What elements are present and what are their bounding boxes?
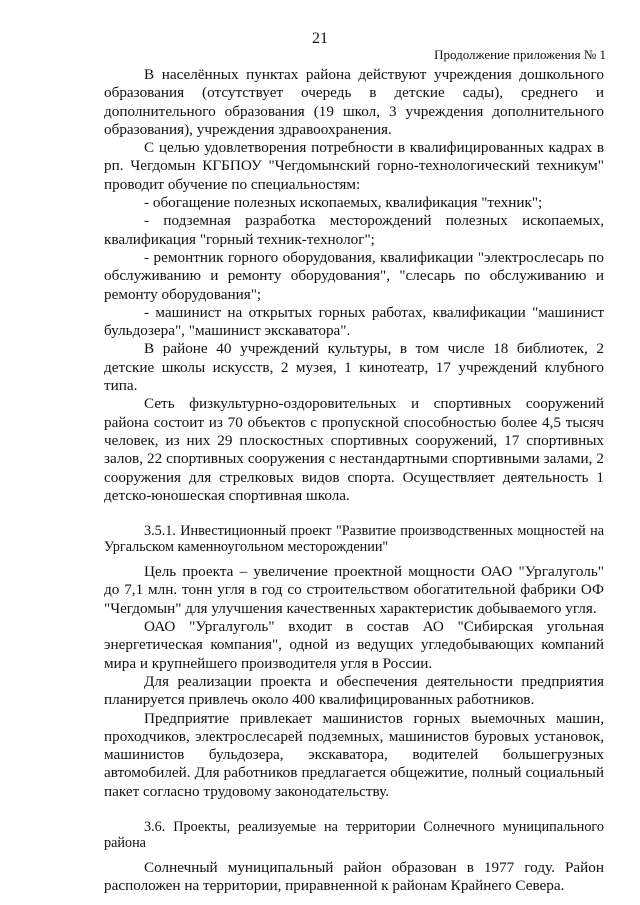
page-content: [104, 66, 604, 896]
paragraph-workforce: Для реализации проекта и обеспечения деятельности предприятия планируется привлечь около 400 квалифицированных работников.: [104, 672, 604, 709]
list-item: - машинист на открытых горных работах, квалификации "машинист бульдозера", "машинист экскаватора".: [104, 303, 604, 340]
paragraph-company: ОАО "Ургалуголь" входит в состав АО "Сибирская угольная энергетическая компания", одной из ведущих угледобывающих компаний мира и крупнейшего производителя угля в России.: [104, 618, 604, 672]
list-item: - ремонтник горного оборудования, квалификации "электрослесарь по обслуживанию и ремонту оборудования", "слесарь по обслуживанию и ремонту оборудования";: [104, 248, 604, 303]
paragraph-project-goal: Цель проекта – увеличение проектной мощности ОАО "Ургалуголь" до 7,1 млн. тонн угля в год со строительством обогатительной фабрики ОФ "Чегдомын" для улучшения качественных характеристик добываемого угля.: [104, 563, 604, 617]
list-item: - обогащение полезных ископаемых, квалификация "техник";: [144, 194, 543, 212]
appendix-note: Продолжение приложения № 1: [434, 47, 606, 62]
section-heading-investment-project: 3.5.1. Инвестиционный проект "Развитие производственных мощностей на Ургальском каменноугольном месторождении": [104, 523, 604, 556]
paragraph-sports: Сеть физкультурно-оздоровительных и спортивных сооружений района состоит из 70 объектов с пропускной способностью более 4,5 тысяч человек, из них 29 плоскостных спортивных сооружений, 17 спортивных залов, 22 спортивных сооружения с нестандартными спортивными залами, 2 сооружения для стрелковых видов спорта. Осуществляет деятельность 1 детско-юношеская спортивная школа.: [104, 395, 604, 504]
spacer: [104, 801, 604, 819]
spacer: [104, 851, 604, 859]
spacer: [104, 505, 604, 523]
paragraph-solnechny-district: Солнечный муниципальный район образован в 1977 году. Район расположен на территории, приравненной к районам Крайнего Севера.: [104, 858, 604, 895]
list-item: - подземная разработка месторождений полезных ископаемых, квалификация "горный техник-технолог";: [104, 212, 604, 248]
paragraph-education: В населённых пунктах района действуют учреждения дошкольного образования (отсутствует очередь в детские сады), среднего и дополнительного образования (19 школ, 3 учреждения дополнительного образования), учреждения здравоохранения.: [104, 66, 604, 138]
paragraph-training: С целью удовлетворения потребности в квалифицированных кадрах в рп. Чегдомын КГБПОУ "Чегдомынский горно-технологический техникум" проводит обучение по специальностям:: [104, 139, 604, 193]
paragraph-culture: В районе 40 учреждений культуры, в том числе 18 библиотек, 2 детские школы искусств, 2 музея, 1 кинотеатр, 17 учреждений клубного типа.: [104, 340, 604, 395]
paragraph-vacancies: Предприятие привлекает машинистов горных выемочных машин, проходчиков, электрослесарей подземных, машинистов буровых установок, машинистов бульдозера, экскаватора, водителей большегрузных автомобилей. Для работников предлагается общежитие, полный социальный пакет согласно трудовому законодательству.: [104, 709, 604, 800]
section-heading-solnechny-projects: 3.6. Проекты, реализуемые на территории Солнечного муниципального района: [104, 818, 604, 851]
page-number: 21: [312, 30, 328, 47]
spacer: [104, 555, 604, 563]
